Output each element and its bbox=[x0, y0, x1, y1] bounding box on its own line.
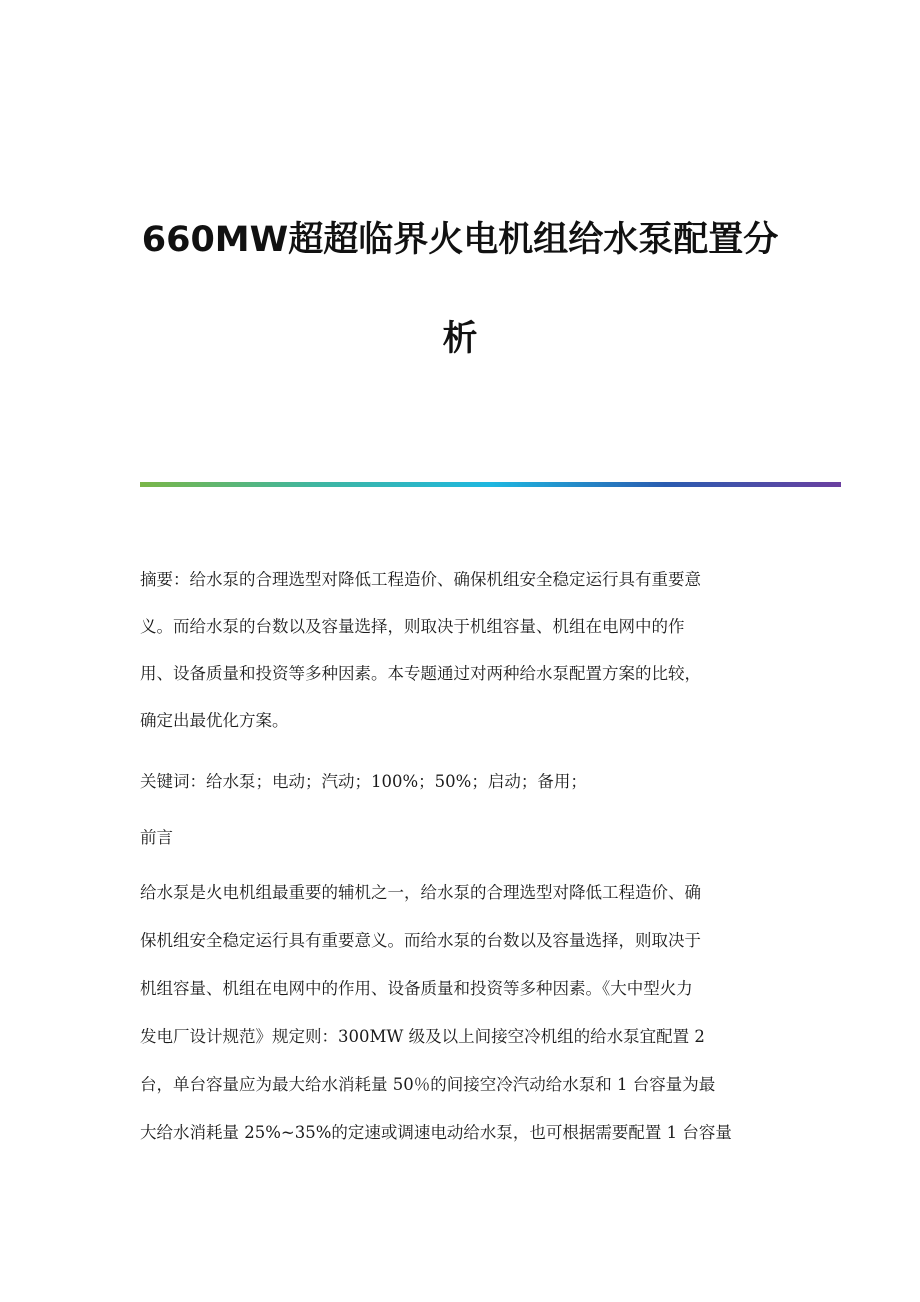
abstract-line: 确定出最优化方案。 bbox=[140, 711, 289, 730]
abstract-line: 摘要：给水泵的合理选型对降低工程造价、确保机组安全稳定运行具有重要意 bbox=[140, 570, 701, 589]
body-line: 台，单台容量应为最大给水消耗量 50％的间接空冷汽动给水泵和 1 台容量为最 bbox=[140, 1075, 716, 1094]
abstract-paragraph bbox=[140, 566, 780, 731]
body-line: 保机组安全稳定运行具有重要意义。而给水泵的台数以及容量选择，则取决于 bbox=[140, 931, 701, 950]
abstract-line: 用、设备质量和投资等多种因素。本专题通过对两种给水泵配置方案的比较， bbox=[140, 664, 701, 683]
document-title-line-1: 660MW超超临界火电机组给水泵配置分 bbox=[141, 220, 779, 260]
body-line: 给水泵是火电机组最重要的辅机之一，给水泵的合理选型对降低工程造价、确 bbox=[140, 883, 701, 902]
gradient-divider bbox=[140, 482, 841, 487]
section-heading-text: 前言 bbox=[140, 828, 173, 847]
keywords-line bbox=[140, 768, 780, 792]
abstract-line: 义。而给水泵的台数以及容量选择，则取决于机组容量、机组在电网中的作 bbox=[140, 617, 685, 636]
body-line: 发电厂设计规范》规定则：300MW 级及以上间接空冷机组的给水泵宜配置 2 bbox=[140, 1027, 705, 1046]
document-title-line-2: 析 bbox=[442, 319, 478, 359]
body-line: 机组容量、机组在电网中的作用、设备质量和投资等多种因素。《大中型火力 bbox=[140, 979, 693, 998]
body-line: 大给水消耗量 25%~35%的定速或调速电动给水泵，也可根据需要配置 1 台容量 bbox=[140, 1123, 732, 1142]
body-paragraph bbox=[140, 879, 780, 1143]
keywords-text: 关键词：给水泵；电动；汽动；100%；50%；启动；备用； bbox=[140, 772, 587, 791]
section-heading bbox=[140, 824, 780, 848]
